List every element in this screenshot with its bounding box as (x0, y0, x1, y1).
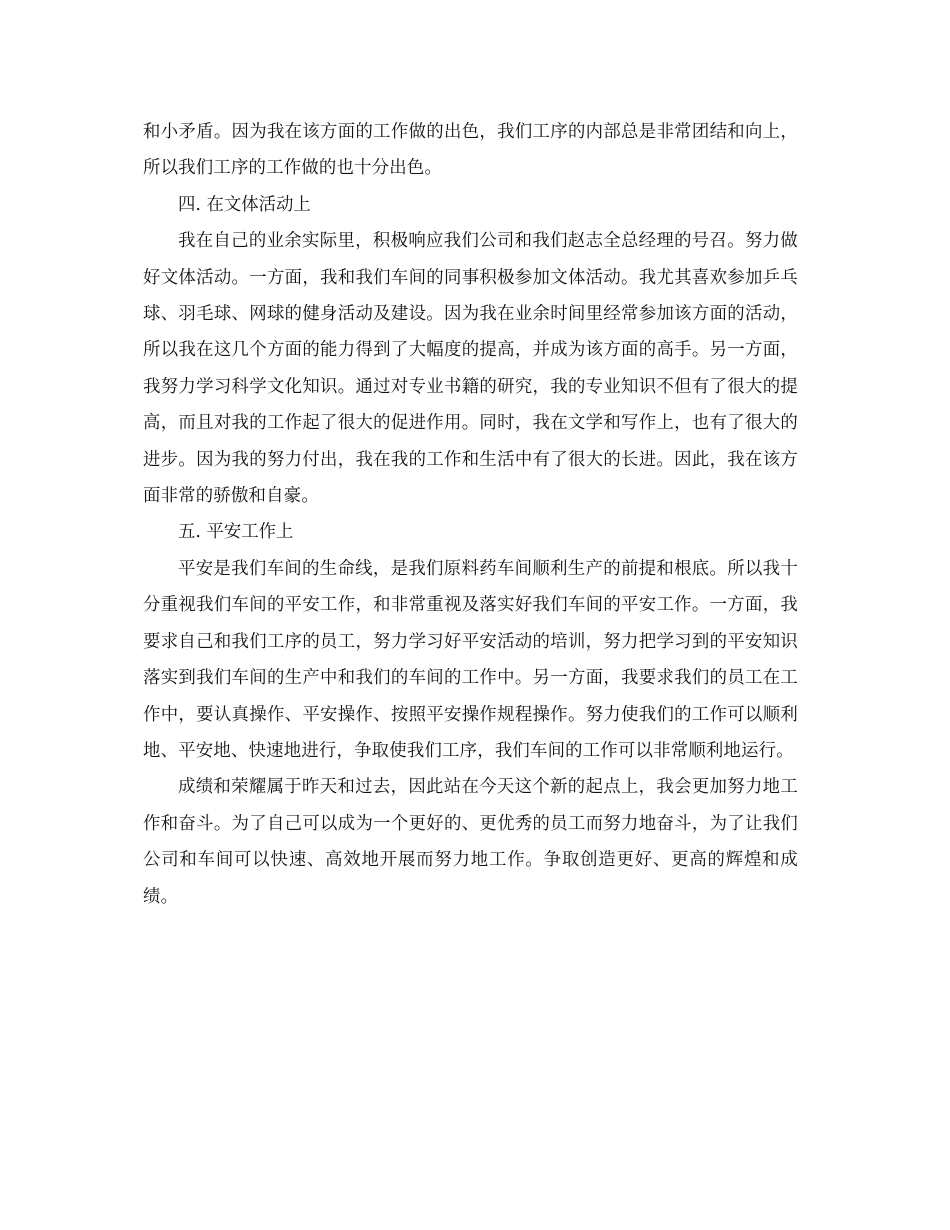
paragraph-cultural-activities: 我在自己的业余实际里，积极响应我们公司和我们赵志全总经理的号召。努力做好文体活动。一方面，我和我们车间的同事积极参加文体活动。我尤其喜欢参加乒乓球、羽毛球、网球的健身活动及建设。因为我在业余时间里经常参加该方面的活动，所以我在这几个方面的能力得到了大幅度的提高，并成为该方面的高手。另一方面，我努力学习科学文化知识。通过对专业书籍的研究，我的专业知识不但有了很大的提高，而且对我的工作起了很大的促进作用。同时，我在文学和写作上，也有了很大的进步。因为我的努力付出，我在我的工作和生活中有了很大的长进。因此，我在该方面非常的骄傲和自豪。 (143, 231, 798, 507)
section-heading-4: 四. 在文体活动上 (178, 194, 311, 215)
paragraph-conclusion: 成绩和荣耀属于昨天和过去，因此站在今天这个新的起点上，我会更加努力地工作和奋斗。为了自己可以成为一个更好的、更优秀的员工而努力地奋斗，为了让我们公司和车间可以快速、高效地开展而努力地工作。争取创造更好、更高的辉煌和成绩。 (143, 777, 798, 907)
paragraph-continuation: 和小矛盾。因为我在该方面的工作做的出色，我们工序的内部总是非常团结和向上，所以我们工序的工作做的也十分出色。 (143, 122, 798, 179)
section-heading-5: 五. 平安工作上 (178, 522, 294, 543)
paragraph-safety-work: 平安是我们车间的生命线，是我们原料药车间顺利生产的前提和根底。所以我十分重视我们车间的平安工作，和非常重视及落实好我们车间的平安工作。一方面，我要求自己和我们工序的员工，努力学习好平安活动的培训，努力把学习到的平安知识落实到我们车间的生产中和我们的车间的工作中。另一方面，我要求我们的员工在工作中，要认真操作、平安操作、按照平安操作规程操作。努力使我们的工作可以顺利地、平安地、快速地进行，争取使我们工序，我们车间的工作可以非常顺利地运行。 (143, 558, 798, 761)
document-page (143, 114, 798, 915)
